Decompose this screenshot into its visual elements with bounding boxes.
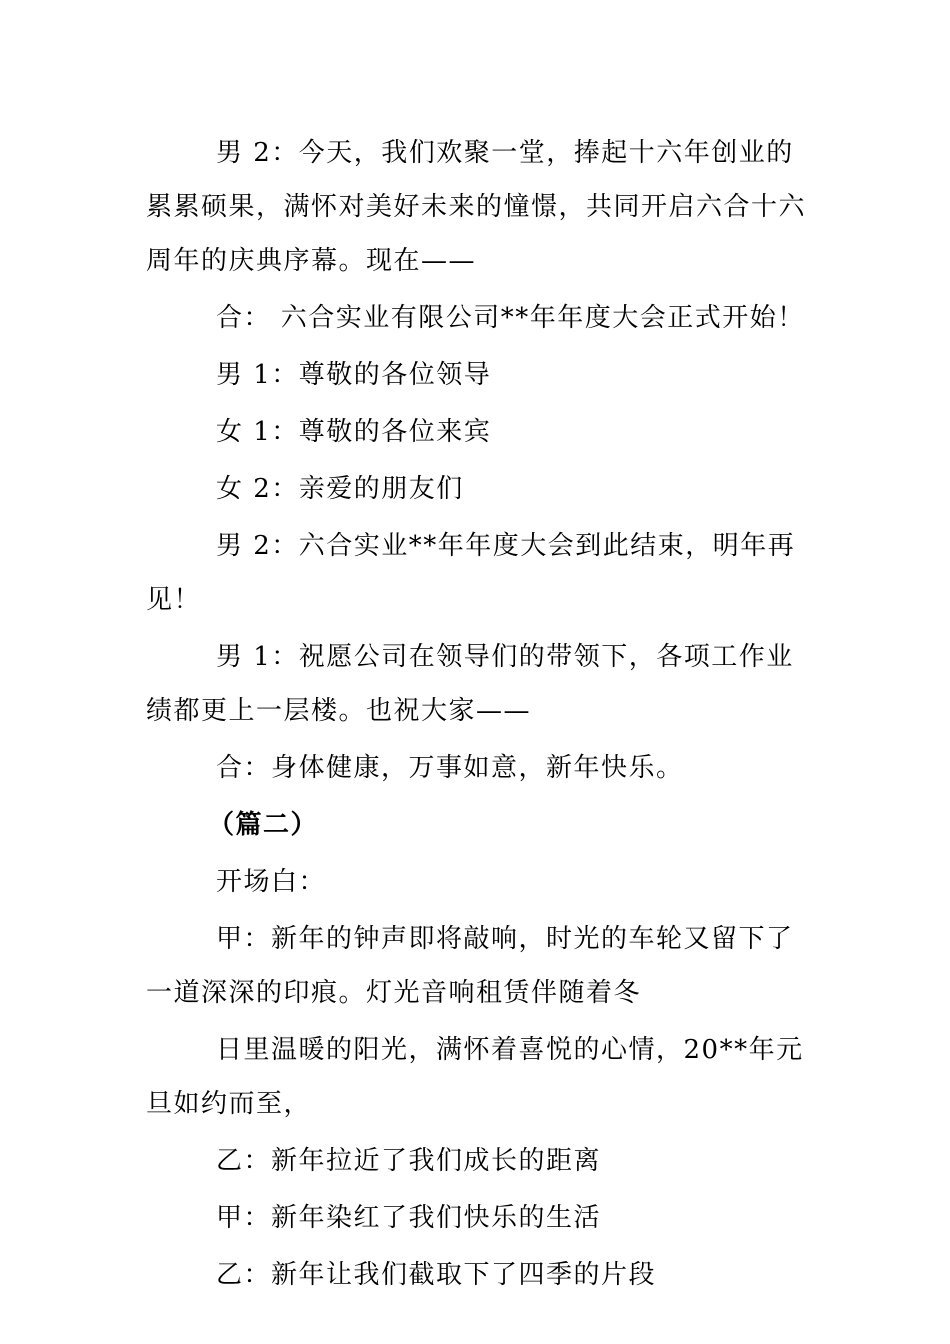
paragraph: 开场白：: [216, 867, 327, 897]
paragraph: 合：身体健康，万事如意，新年快乐。: [216, 753, 684, 783]
paragraph: 甲：新年的钟声即将敲响，时光的车轮又留下了一道深深的印痕。灯光音响租赁伴随着冬: [146, 924, 794, 1008]
paragraph: 男 1：祝愿公司在领导们的带领下，各项工作业绩都更上一层楼。也祝大家——: [146, 642, 794, 726]
paragraph: 男 2：今天，我们欢聚一堂，捧起十六年创业的累累硕果，满怀对美好未来的憧憬，共同开启六合十六周年的庆典序幕。现在——: [146, 138, 807, 276]
paragraph: 日里温暖的阳光，满怀着喜悦的心情，20**年元旦如约而至，: [146, 1035, 804, 1119]
paragraph: 男 2：六合实业**年年度大会到此结束，明年再见！: [146, 531, 796, 615]
paragraph: 合： 六合实业有限公司**年年度大会正式开始！: [216, 303, 805, 333]
paragraph: 女 2：亲爱的朋友们: [216, 474, 464, 504]
paragraph: 女 1：尊敬的各位来宾: [216, 417, 492, 447]
paragraph: 甲：新年染红了我们快乐的生活: [216, 1203, 602, 1233]
paragraph: 乙：新年让我们截取下了四季的片段: [216, 1260, 657, 1290]
paragraph: 乙：新年拉近了我们成长的距离: [216, 1146, 602, 1176]
paragraph: 男 1：尊敬的各位领导: [216, 360, 492, 390]
document-body: [146, 126, 810, 1302]
section-heading: （篇二）: [208, 810, 319, 840]
